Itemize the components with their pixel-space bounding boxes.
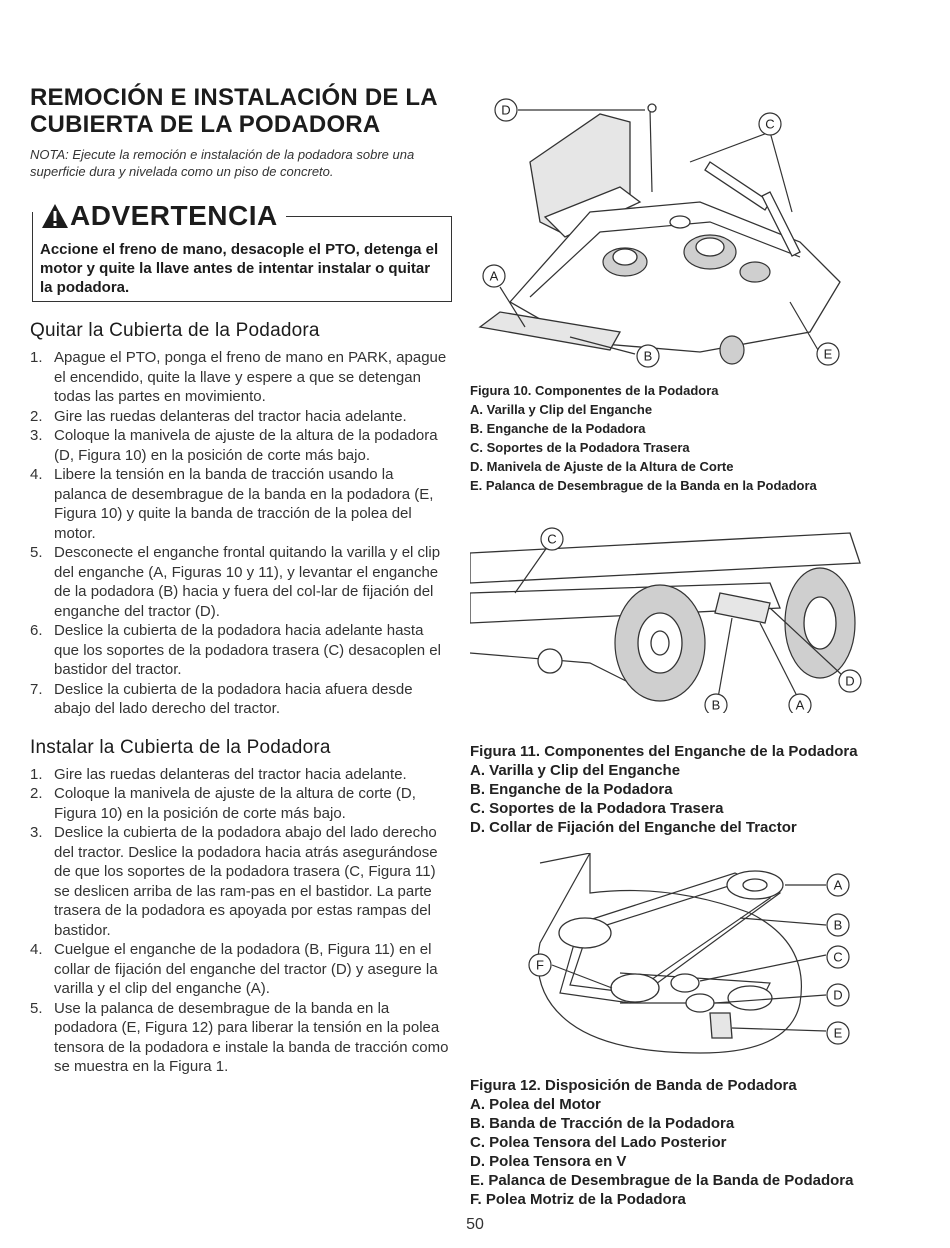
step-text: Coloque la manivela de ajuste de la altura de la podadora (D, Figura 10) en la posición de corte más bajo. <box>54 427 438 464</box>
figure11 <box>470 513 920 837</box>
gauge-wheel-shape <box>538 649 562 673</box>
pulley-shape <box>613 249 637 265</box>
figure11-illustration <box>470 513 870 713</box>
figure12-caption-title: Figura 12. Disposición de Banda de Podadora <box>470 1077 797 1094</box>
install-section-heading: Instalar la Cubierta de la Podadora <box>30 736 331 758</box>
v-idler-shape <box>686 994 714 1012</box>
figure12 <box>470 853 920 1209</box>
step-number: 5. <box>30 999 43 1017</box>
figure10-callout-label: A <box>489 268 499 284</box>
figure11-caption <box>470 742 920 837</box>
figure12-callout-label: A <box>833 877 843 893</box>
figure11-caption-item: B. Enganche de la Podadora <box>470 781 673 798</box>
backside-idler-shape <box>671 974 699 992</box>
height-lever-shape <box>650 110 652 192</box>
figure12-callout-label: F <box>536 957 544 973</box>
figure10 <box>470 92 920 495</box>
mower-drive-pulley-shape <box>611 974 659 1002</box>
step-number: 2. <box>30 407 43 425</box>
pulley-shape <box>740 262 770 282</box>
figure10-callout-label: D <box>501 102 511 118</box>
page-title-line1: REMOCIÓN E INSTALACIÓN DE LA <box>30 84 438 111</box>
figure10-illustration <box>470 92 850 370</box>
step-text: Libere la tensión en la banda de tracción usando la palanca de desembrague de la banda en la podadora (E, Figura 10) y quite la banda de tracción de la polea del motor. <box>54 466 434 542</box>
step-item <box>30 940 450 999</box>
step-text: Desconecte el enganche frontal quitando la varilla y el clip del enganche (A, Figuras 10 y 11), y levantar el enganche de la podadora (B) hacia y fuera del col-lar de fijación del enganche del tractor (D). <box>54 544 441 620</box>
step-text: Deslice la cubierta de la podadora hacia afuera desde abajo del lado derecho del tractor. <box>54 680 413 717</box>
step-number: 1. <box>30 349 43 366</box>
leader-line <box>552 965 612 988</box>
warning-rule <box>280 216 452 217</box>
step-text: Gire las ruedas delanteras del tractor hacia adelante. <box>54 407 407 425</box>
figure10-caption-item: D. Manivela de Ajuste de la Altura de Corte <box>470 459 734 474</box>
step-text: Deslice la cubierta de la podadora abajo del lado derecho del tractor. Deslice la podadora hacia atrás asegurándose de que los soportes de la podadora trasera (C, Figura 11) se deslicen arriba de las ram-pas en el bastidor. La parte trasera de la podadora es apoyada por estas rampas del bastidor. <box>54 824 438 939</box>
figure10-callout-label: C <box>765 116 775 132</box>
leader-line <box>690 132 770 162</box>
step-number: 3. <box>30 824 43 841</box>
figure10-callout-label: E <box>823 346 833 362</box>
step-item <box>30 680 450 719</box>
warning-header <box>40 200 286 232</box>
step-number: 2. <box>30 785 43 802</box>
leader-line <box>700 955 826 981</box>
figure12-illustration <box>470 853 870 1067</box>
figure12-caption-item: B. Banda de Tracción de la Podadora <box>470 1115 735 1132</box>
step-number: 4. <box>30 466 43 483</box>
figure11-caption-item: A. Varilla y Clip del Enganche <box>470 762 681 779</box>
step-number: 7. <box>30 680 43 698</box>
page-title <box>30 84 450 138</box>
figure11-caption-title: Figura 11. Componentes del Enganche de la Podadora <box>470 743 858 760</box>
remove-steps-list <box>30 348 450 719</box>
gauge-wheel-shape <box>720 336 744 364</box>
figure12-caption-item: F. Polea Motriz de la Podadora <box>470 1191 686 1208</box>
step-text: Apague el PTO, ponga el freno de mano en PARK, apague el encendido, quite la llave y espere a que se detengan todas las partes en movimiento. <box>54 349 447 405</box>
step-text: Cuelgue el enganche de la podadora (B, Figura 11) en el collar de fijación del enganche del tractor (D) y asegure la varilla y el clip del enganche (A). <box>54 941 438 997</box>
step-item <box>30 426 450 465</box>
step-number: 4. <box>30 941 43 958</box>
belt-lever-shape <box>710 1013 732 1038</box>
warning-triangle-icon <box>40 202 70 230</box>
step-text: Use la palanca de desembrague de la banda en la podadora (E, Figura 12) para liberar la tensión en la polea tensora de la podadora e instale la banda de tracción como se muestra en la Figura 1. <box>54 999 449 1075</box>
pulley-shape <box>670 216 690 228</box>
figure11-callout-label: C <box>547 531 557 547</box>
page-title-line2: CUBIERTA DE LA PODADORA <box>30 111 381 138</box>
figure11-caption-item: D. Collar de Fijación del Enganche del Tractor <box>470 819 797 836</box>
figure12-caption <box>470 1076 920 1209</box>
figure10-caption-item: B. Enganche de la Podadora <box>470 421 646 436</box>
install-steps-list <box>30 765 450 1077</box>
figure10-caption-item: E. Palanca de Desembrague de la Banda en la Podadora <box>470 478 817 493</box>
step-number: 3. <box>30 427 43 444</box>
figure10-callout-label: B <box>643 348 653 364</box>
lever-knob-shape <box>648 104 656 112</box>
figure12-caption-item: D. Polea Tensora en V <box>470 1153 627 1170</box>
spindle-pulley-shape <box>728 986 772 1010</box>
page-number: 50 <box>466 1216 484 1233</box>
figure12-caption-item: A. Polea del Motor <box>470 1096 601 1113</box>
step-number: 1. <box>30 765 43 783</box>
step-number: 5. <box>30 544 43 561</box>
step-item <box>30 543 450 621</box>
figure12-callout-label: C <box>833 949 843 965</box>
step-item <box>30 465 450 543</box>
step-item <box>30 765 450 785</box>
step-item <box>30 784 450 823</box>
wheel-center-shape <box>651 631 669 655</box>
step-number: 6. <box>30 622 43 639</box>
figure11-callout-label: D <box>845 673 855 689</box>
figure10-caption <box>470 381 920 495</box>
figure12-caption-item: E. Palanca de Desembrague de la Banda de Podadora <box>470 1172 854 1189</box>
figure11-callout-label: B <box>711 697 721 713</box>
step-text: Coloque la manivela de ajuste de la altura de corte (D, Figura 10) en la posición de corte más bajo. <box>54 785 416 822</box>
step-text: Gire las ruedas delanteras del tractor hacia adelante. <box>54 765 407 783</box>
idler-pulley-shape <box>559 918 611 948</box>
step-item <box>30 999 450 1077</box>
step-item <box>30 621 450 680</box>
remove-section-heading: Quitar la Cubierta de la Podadora <box>30 320 320 341</box>
figure11-caption-item: C. Soportes de la Podadora Trasera <box>470 800 724 817</box>
figure12-callout-label: E <box>833 1025 843 1041</box>
figure12-caption-item: C. Polea Tensora del Lado Posterior <box>470 1134 727 1151</box>
figure10-caption-item: C. Soportes de la Podadora Trasera <box>470 440 690 455</box>
bracket-shape <box>705 162 770 210</box>
step-item <box>30 348 450 407</box>
pulley-shape <box>696 238 724 256</box>
step-item <box>30 407 450 427</box>
figure12-callout-label: B <box>833 917 843 933</box>
leader-line <box>718 618 732 698</box>
figure10-caption-item: A. Varilla y Clip del Enganche <box>470 402 653 417</box>
warning-box <box>30 200 452 306</box>
step-text: Deslice la cubierta de la podadora hacia adelante hasta que los soportes de la podadora trasera (C) desacoplen el bastidor del tractor. <box>54 622 441 678</box>
left-column <box>30 84 450 1077</box>
figure10-caption-title: Figura 10. Componentes de la Podadora <box>470 383 719 398</box>
step-item <box>30 823 450 940</box>
warning-rule <box>32 301 452 302</box>
leader-line <box>732 1028 826 1031</box>
figure12-callout-label: D <box>833 987 843 1003</box>
engine-pulley-hub-shape <box>743 879 767 891</box>
wheel-hub-shape <box>804 597 836 649</box>
leader-line <box>740 918 826 925</box>
warning-rule <box>451 216 452 302</box>
warning-title: ADVERTENCIA <box>70 200 278 231</box>
note-text: NOTA: Ejecute la remoción e instalación de la podadora sobre una superficie dura y nivelada como un piso de concreto. <box>30 147 415 179</box>
warning-rule <box>32 212 33 302</box>
figure11-callout-label: A <box>795 697 805 713</box>
warning-text: Accione el freno de mano, desacople el PTO, detenga el motor y quite la llave antes de intentar instalar o quitar la podadora. <box>40 241 439 296</box>
right-column <box>470 92 920 1209</box>
